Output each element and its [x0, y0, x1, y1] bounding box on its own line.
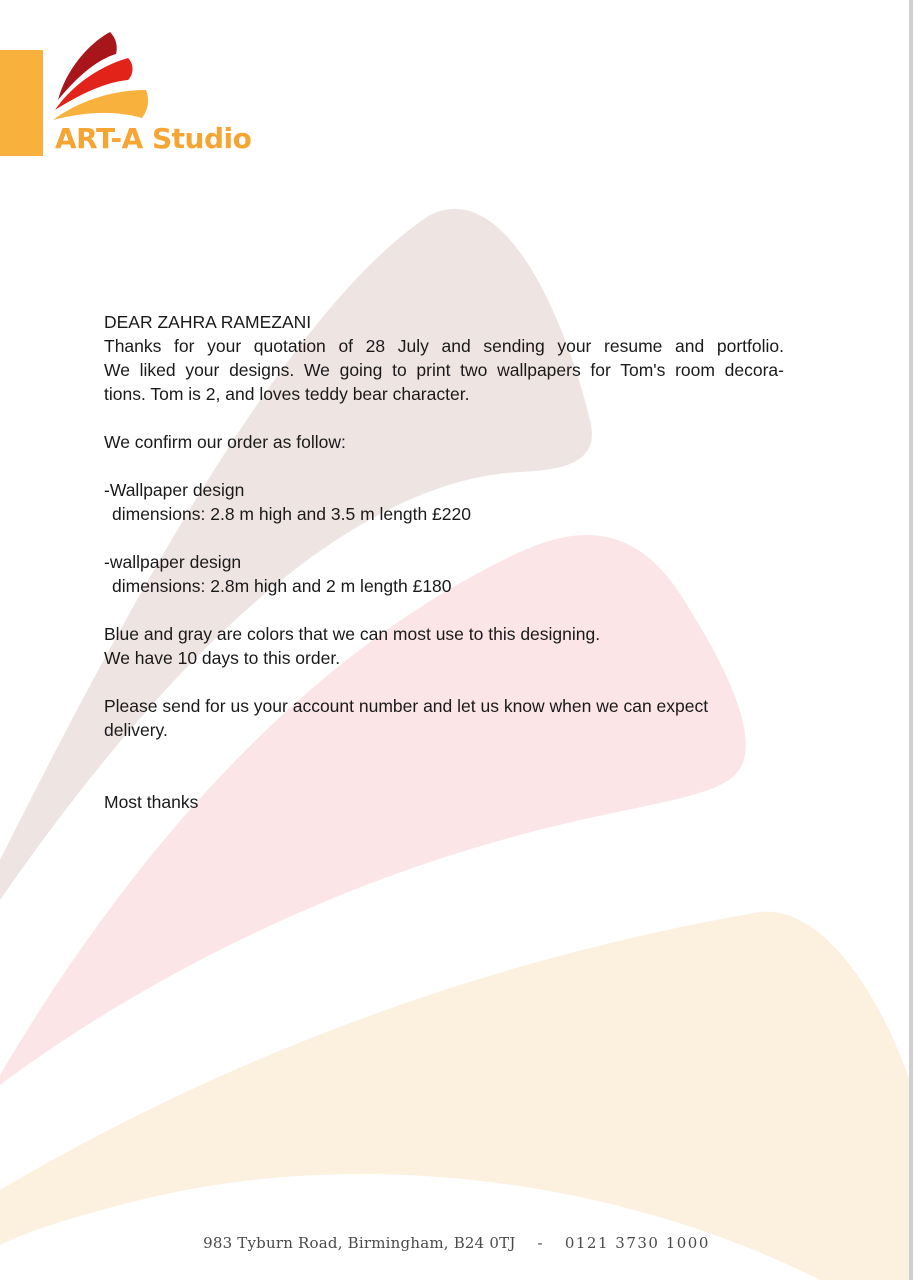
deadline-line: We have 10 days to this order. — [104, 648, 341, 668]
colors-line: Blue and gray are colors that we can most use to this designing. — [104, 624, 601, 644]
closing: Most thanks — [104, 792, 199, 812]
logo-orange-bar — [0, 50, 43, 156]
salutation: DEAR ZAHRA RAMEZANI — [104, 312, 312, 332]
order-item-detail: dimensions: 2.8 m high and 3.5 m length £220 — [112, 504, 471, 524]
footer-phone: 0121 3730 1000 — [564, 1234, 710, 1252]
order-item-title: -wallpaper design — [104, 552, 242, 572]
brand-name: ART-A Studio — [55, 122, 252, 155]
footer-address: 983 Tyburn Road, Birmingham, B24 0TJ — [203, 1234, 516, 1252]
order-item-title: -Wallpaper design — [104, 480, 245, 500]
page-edge — [909, 0, 913, 1280]
request-line: delivery. — [104, 720, 168, 740]
order-item-detail: dimensions: 2.8m high and 2 m length £180 — [112, 576, 452, 596]
request-line: Please send for us your account number and let us know when we can expect — [104, 696, 709, 716]
confirm-line: We confirm our order as follow: — [104, 432, 346, 452]
intro-line: tions. Tom is 2, and loves teddy bear character. — [104, 384, 470, 404]
intro-line: Thanks for your quotation of 28 July and sending your resume and portfolio. — [104, 336, 784, 356]
footer-separator: - — [537, 1234, 543, 1252]
footer-contact — [0, 1234, 913, 1252]
intro-line: We liked your designs. We going to print two wallpapers for Tom's room decora- — [104, 360, 784, 380]
logo-fan-icon — [50, 30, 152, 122]
letter-body — [104, 310, 784, 814]
